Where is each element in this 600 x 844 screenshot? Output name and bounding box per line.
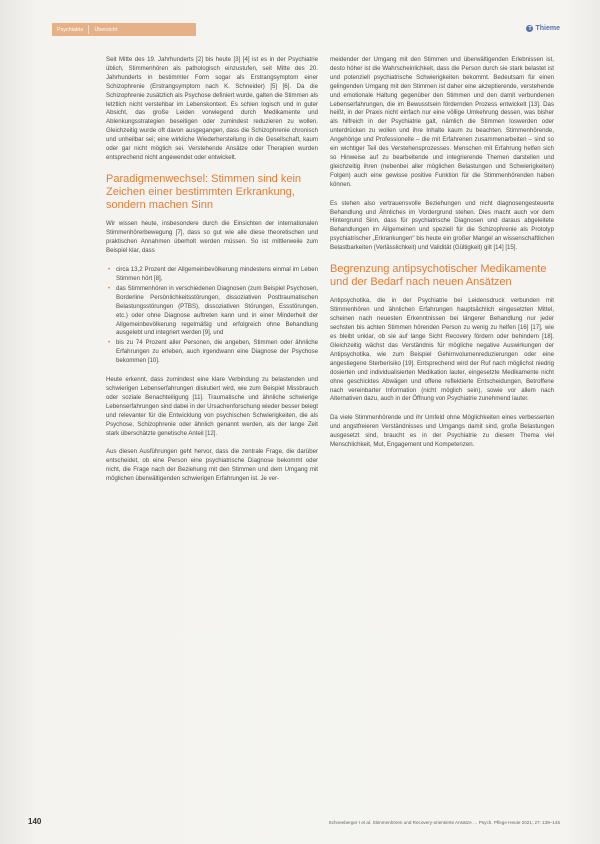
body-paragraph: Wir wissen heute, insbesondere durch die Einsichten der internationalen Stimmenhörerbewegung [7], dass so gut wie alle diese theoretischen und praktischen Annahmen überholt werden müssen. So ist mittlerweile zum Beispiel klar, dass	[106, 220, 318, 255]
left-column	[106, 56, 318, 494]
header-section-label: Psychiatrie	[57, 26, 84, 33]
section-header-bar	[52, 23, 196, 36]
section-heading-paradigm: Paradigmenwechsel: Stimmen sind kein Zeichen einer bestimmten Erkrankung, sondern machen Sinn	[106, 172, 302, 212]
body-paragraph: Antipsychotika, die in der Psychiatrie bei Leidensdruck verbunden mit Stimmenhören und ähnlichen Erfahrungen hauptsächlich eingesetzten Mittel, scheinen nach neuesten Erkenntnissen bei längerer Behandlung nur jeder sechsten bis achten Stimmen hörenden Person zu wenig zu helfen [16] [17], wie es bleibt unklar, ob sie auf lange Sicht Recovery fördern oder behindern [18]. Gleichzeitig wächst das Verständnis für mögliche negative Auswirkungen der Antipsychotika, wie zum Beispiel Gehirnvolumenreduzierungen oder eine angestiegene Sterberisiko [19]. Entsprechend wird der Ruf nach möglichst niedrig dosierten und individualisierten Medikation lauter, eingesetzte Medikamente nicht ohne geschicktes Abwägen und offene reflektierte Entscheidungen, Betroffene nach vereinbarter Information (nicht möglich sein), sowie vor allem nach Alternativen dazu, auch in der Öffnung von Psychiatrie zunehmend lauter.	[330, 297, 554, 403]
body-paragraph: meidender der Umgang mit den Stimmen und überwältigenden Erlebnissen ist, desto höher ist die Wahrscheinlichkeit, dass die Person durch sie stark belastet ist und potenziell psychiatrische Schwierigkeiten bekommt. Bedeutsam für einen gelingenden Umgang mit den Stimmen ist daher eine akzeptierende, verstehende und emotionale Haltung gegenüber den Stimmen und den damit verbundenen Lebenserfahrungen, die im Bewusstsein fördernden Prozess entwickelt [13]. Das heißt, in der Praxis nicht einfach nur eine völlige Umkehrung dessen, was bisher als hilfreich in der Psychiatrie galt, nämlich die Stimmen loswerden oder unterdrücken zu wollen und ihre Inhalte kaum zu beachten. Stimmenhörende, Angehörige und Professionelle – die mit Erfahrenen zusammenarbeiten – sind so ein wichtiger Teil des Verstehensprozesses. Menschen mit Erfahrung helfen sich so Hinweise auf zu bearbeitende und integrierende Themen darstellen und gleichzeitig ihren (nebenbei aller möglichen Belastungen und Schwierigkeiten) Folgen) auch eine gewisse positive Funktion für die Stimmenhörenden haben können.	[330, 56, 554, 188]
bullet-list	[106, 266, 318, 366]
bullet-item: • das Stimmenhören in verschiedenen Diagnosen (zum Beispiel Psychosen, Borderline Persönlichkeitsstörungen, dissoziativen Posttraumatischen Belastungsstörungen (PTBS), dissoziativen Störungen, Essstörungen, etc.) oder ohne Diagnose auftreten kann und in einer Minderheit der Allgemeinbevölkerung regelmäßig und erfolgreich ohne Behandlung ausgelebt und integriert werden [9], und	[106, 285, 318, 338]
publisher-logo	[526, 25, 560, 32]
bullet-item: • bis zu 74 Prozent aller Personen, die angeben, Stimmen oder ähnliche Erfahrungen zu erleben, auch irgendwann eine Diagnose der Psychose bekommen [10].	[106, 339, 318, 366]
right-column	[330, 56, 554, 460]
thieme-logo-icon: T	[528, 25, 532, 32]
publisher-logo-text: Thieme	[535, 25, 560, 32]
footer-citation: Schneeberger I et al. Stimmenhören und Recovery-orientierte Ansätze … Psych. Pflege Heute 2021; 27: 139–145	[328, 820, 560, 825]
intro-paragraph: Seit Mitte des 19. Jahrhunderts [2] bis heute [3] [4] ist es in der Psychiatrie üblich, Stimmenhören als pathologisch einzustufen, seit Mitte des 20. Jahrhunderts in bestimmter Form sogar als Erstrangsymptom einer Schizophrenie (Erstrangsymptom nach K. Schneider) [5] [6]. Da die Schizophrenie zusätzlich als Psychose definiert wurde, galten die Stimmen als letztlich nicht verstehbar im Lebenskontext. Es schien logisch und in guter Absicht, das große Leiden vorwiegend durch Medikamente und Ablenkungsstrategien beseitigen oder zumindest reduzieren zu wollen. Gleichzeitig wurde oft davon ausgegangen, dass die Schizophrenie chronisch und unheilbar sei; eine wirkliche Wiederherstellung in die Gesellschaft, kaum oder gar nicht möglich sei. Verstehende Ansätze oder Therapien wurden entsprechend nicht angewendet oder entwickelt.	[106, 56, 318, 161]
body-paragraph: Heute erkennt, dass zumindest eine klare Verbindung zu belastenden und schwierigen Lebenserfahrungen diskutiert wird, wie zum Beispiel Missbrauch oder soziale Benachteiligung [11]. Traumatische und ähnliche schwierige Lebenserfahrungen sind dabei in der Ursachenforschung wieder besser belegt und relevanter für die Entwicklung von psychischen Schwierigkeiten, die als Psychose, Schizophrenie oder ähnlich genannt werden, als der lange Zeit stark überschätzte genetische Anteil [12].	[106, 376, 318, 437]
body-paragraph: Da viele Stimmenhörende und ihr Umfeld ohne Möglichkeiten eines verbesserten und angstfreieren Verständnisses und Umgangs damit sind, große Belastungen ausgesetzt sind, braucht es in der Psychiatrie zu diesem Thema viel Menschlichkeit, Mut, Engagement und Kompetenzen.	[330, 414, 554, 449]
section-heading-antipsychotics: Begrenzung antipsychotischer Medikamente und der Bedarf nach neuen Ansätzen	[330, 263, 547, 289]
body-paragraph: Aus diesen Ausführungen geht hervor, dass die zentrale Frage, die darüber entscheidet, ob eine Person eine psychiatrische Diagnose bekommt oder nicht, die Frage nach der Beziehung mit den Stimmen und dem Umgang mit möglichen überwältigenden schwierigen Erfahrungen ist. Je ver-	[106, 448, 318, 483]
page-footer	[28, 817, 560, 826]
body-paragraph: Es stehen also vertrauensvolle Beziehungen und nicht diagnosengesteuerte Behandlung und Ähnliches im Vordergrund stehen. Dies macht auch vor dem Hintergrund Sinn, dass für psychiatrische Diagnosen und daraus abgeleitete Behandlungen im Allgemeinen und speziell für die Schizophrenie als Prototyp psychiatrischer „Erkrankungen" bis heute ein großer Mangel an wissenschaftlichen Belastbarkeiten (Verlässlichkeit) und Validität (Gültigkeit) gilt [14] [15].	[330, 199, 554, 252]
header-category-label: Übersicht	[94, 26, 118, 33]
page-number: 140	[28, 817, 42, 826]
bullet-item: • circa 13,2 Prozent der Allgemeinbevölkerung mindestens einmal im Leben Stimmen hört [8],	[106, 266, 318, 284]
